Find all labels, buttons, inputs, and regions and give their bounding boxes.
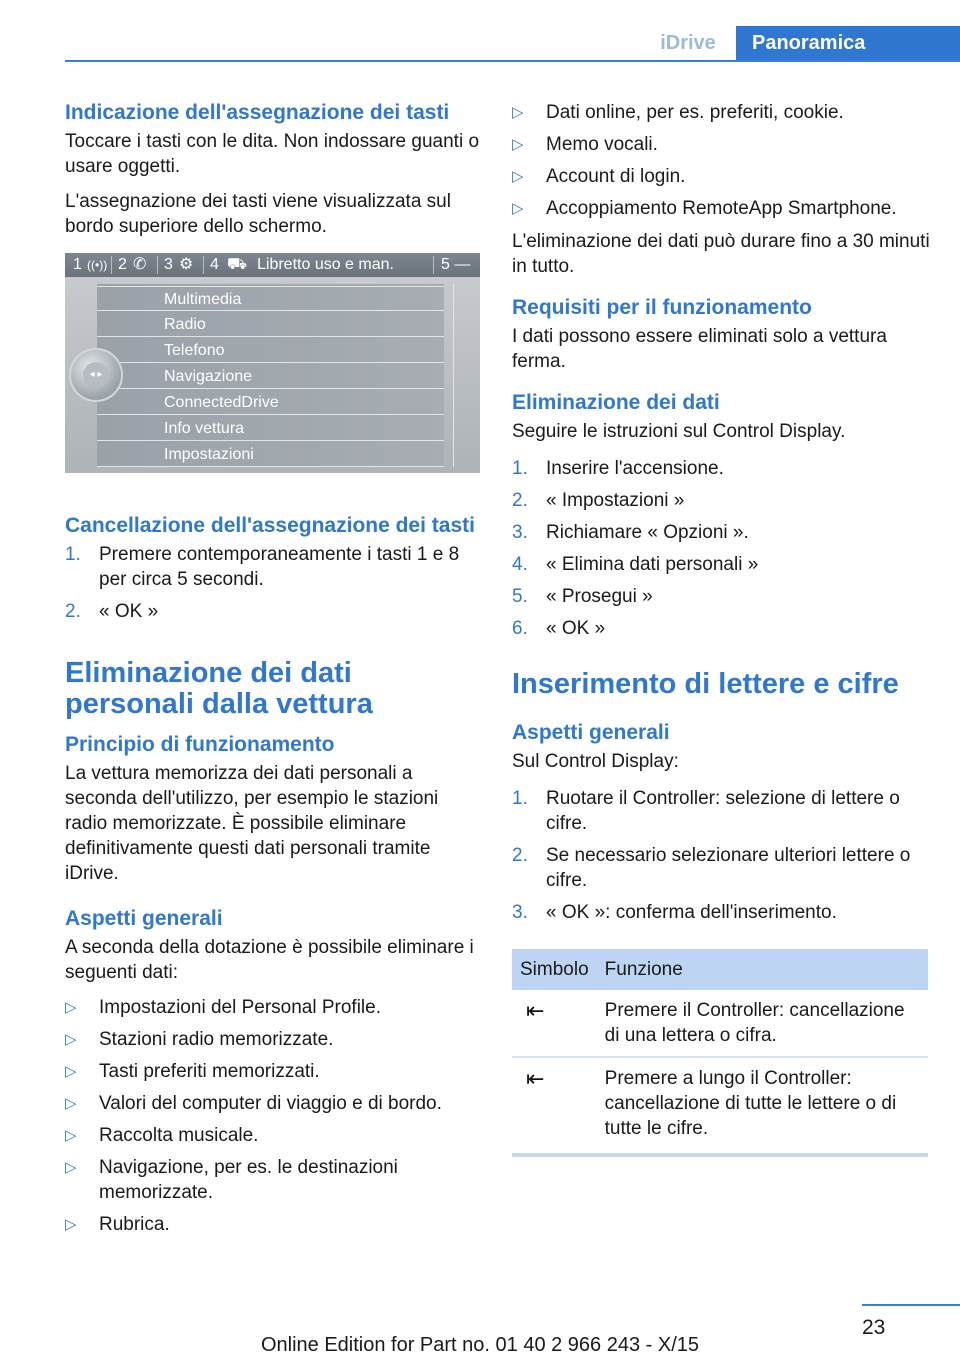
- fav-key-5: 5 —: [441, 256, 471, 273]
- header-chapter: iDrive: [660, 32, 716, 54]
- page-number: 23: [862, 1316, 886, 1339]
- section-heading: Aspetti generali: [65, 907, 223, 930]
- section-heading: Aspetti generali: [512, 721, 670, 744]
- list-item: 4. « Elimina dati personali »: [512, 554, 759, 575]
- menu-item-radio: Radio: [97, 312, 444, 337]
- menu-item-info-vettura: Info vettura: [97, 416, 444, 441]
- bullet-list: [65, 995, 480, 1237]
- list-item: 2. Se necessario selezionare ulteriori lettere o cifre.: [512, 845, 911, 891]
- paragraph: La vettura memorizza dei dati personali a seconda dell'utilizzo, per esempio le stazioni radio memorizzate. È possibile eliminare definitivamente questi dati personali tramite iDrive.: [65, 763, 439, 884]
- list-item: ▷ Impostazioni del Personal Profile.: [65, 997, 381, 1018]
- section-heading: Principio di funzionamento: [65, 733, 335, 756]
- list-item: 2. « Impostazioni »: [512, 490, 685, 511]
- triangle-bullet-icon: ▷: [65, 1031, 77, 1048]
- paragraph: L'eliminazione dei dati può durare fino a 30 minuti in tutto.: [512, 231, 930, 277]
- chapter-heading: Eliminazione dei dati personali dalla vettura: [65, 657, 373, 720]
- section-heading: Indicazione dell'assegnazione dei tasti: [65, 101, 450, 124]
- paragraph: L'assegnazione dei tasti viene visualizzata sul bordo superiore dello schermo.: [65, 191, 451, 237]
- numbered-list: [512, 786, 930, 925]
- menu-item-navigazione: Navigazione: [97, 364, 444, 389]
- list-item: 3. Richiamare « Opzioni ».: [512, 522, 749, 543]
- triangle-bullet-icon: ▷: [512, 104, 524, 121]
- list-item: ▷ Valori del computer di viaggio e di bordo.: [65, 1093, 442, 1114]
- list-item: ▷ Rubrica.: [65, 1214, 170, 1235]
- table-row: [512, 1057, 928, 1155]
- list-item: 1. Inserire l'accensione.: [512, 458, 724, 479]
- car-icon: ⛟: [227, 256, 248, 273]
- right-column: [512, 100, 930, 1157]
- list-item: ▷ Raccolta musicale.: [65, 1125, 259, 1146]
- gear-icon: ⚙: [179, 256, 194, 273]
- edition-footer: Online Edition for Part no. 01 40 2 966 243 - X/15: [260, 1334, 700, 1356]
- header-section-tab: Panoramica: [736, 26, 960, 62]
- list-item: 3. « OK »: conferma dell'inserimento.: [512, 902, 837, 923]
- triangle-bullet-icon: ▷: [512, 136, 524, 153]
- list-item: 1. Ruotare il Controller: selezione di lettere o cifre.: [512, 788, 900, 834]
- controller-arrows-icon: ◂ ▸: [83, 362, 109, 388]
- triangle-bullet-icon: ▷: [65, 1095, 77, 1112]
- triangle-bullet-icon: ▷: [512, 200, 524, 217]
- fav-key-2: 2: [118, 256, 127, 273]
- table-cell: Premere a lungo il Controller: cancellazione di tutte le lettere o di tutte le cifre.: [597, 1057, 928, 1155]
- left-column: [65, 100, 480, 1245]
- list-item: ▷ Tasti preferiti memorizzati.: [65, 1061, 320, 1082]
- list-item: 2. « OK »: [65, 601, 159, 622]
- delete-char-icon: ⇤: [526, 998, 545, 1023]
- menu-item-multimedia: Multimedia: [97, 286, 444, 311]
- triangle-bullet-icon: ▷: [65, 1063, 77, 1080]
- menu-item-impostazioni: Impostazioni: [97, 442, 444, 467]
- triangle-bullet-icon: ▷: [65, 999, 77, 1016]
- favorite-buttons-bar: [65, 253, 480, 277]
- delete-all-icon: ⇤: [526, 1066, 545, 1091]
- paragraph: I dati possono essere eliminati solo a vettura ferma.: [512, 326, 887, 372]
- menu-item-connecteddrive: ConnectedDrive: [97, 390, 444, 415]
- table-row: [512, 990, 928, 1057]
- control-display-image: [65, 253, 480, 473]
- triangle-bullet-icon: ▷: [512, 168, 524, 185]
- fav-key-4-label: Libretto uso e man.: [257, 256, 394, 273]
- fav-key-4: 4: [210, 256, 219, 273]
- header-rule: [65, 60, 960, 62]
- menu-item-telefono: Telefono: [97, 338, 444, 363]
- triangle-bullet-icon: ▷: [65, 1159, 77, 1176]
- fav-key-1: 1: [73, 256, 82, 273]
- list-item: ▷ Stazioni radio memorizzate.: [65, 1029, 334, 1050]
- paragraph: Seguire le istruzioni sul Control Display.: [512, 421, 846, 442]
- column-header-function: Funzione: [597, 949, 928, 990]
- list-item: ▷ Accoppiamento RemoteApp Smartphone.: [512, 198, 897, 219]
- symbol-table: [512, 949, 928, 1157]
- numbered-list: [65, 542, 480, 624]
- list-item: ▷ Memo vocali.: [512, 134, 658, 155]
- section-heading: Eliminazione dei dati: [512, 391, 720, 414]
- table-header-row: [512, 949, 928, 990]
- screen-right-edge: [453, 284, 472, 467]
- list-item: ▷ Dati online, per es. preferiti, cookie.: [512, 102, 844, 123]
- section-heading: Requisiti per il funzionamento: [512, 296, 812, 319]
- column-header-symbol: Simbolo: [512, 949, 597, 990]
- triangle-bullet-icon: ▷: [65, 1127, 77, 1144]
- section-heading: Cancellazione dell'assegnazione dei tasti: [65, 514, 475, 537]
- list-item: ▷ Account di login.: [512, 166, 686, 187]
- chapter-heading: Inserimento di lettere e cifre: [512, 668, 899, 700]
- phone-icon: ✆: [133, 256, 147, 273]
- list-item: 5. « Prosegui »: [512, 586, 653, 607]
- list-item: 1. Premere contemporaneamente i tasti 1 e 8 per circa 5 secondi.: [65, 544, 460, 590]
- footer-rule: [862, 1304, 960, 1306]
- numbered-list: [512, 456, 930, 641]
- paragraph: Sul Control Display:: [512, 751, 679, 772]
- table-cell: Premere il Controller: cancellazione di una lettera o cifra.: [597, 990, 928, 1057]
- list-item: ▷ Navigazione, per es. le destinazioni memorizzate.: [65, 1157, 398, 1203]
- list-item: 6. « OK »: [512, 618, 606, 639]
- paragraph: Toccare i tasti con le dita. Non indossare guanti o usare oggetti.: [65, 131, 480, 177]
- paragraph: A seconda della dotazione è possibile eliminare i seguenti dati:: [65, 937, 474, 983]
- radio-icon: ((•)): [87, 258, 108, 272]
- controller-knob-icon: [69, 348, 123, 402]
- triangle-bullet-icon: ▷: [65, 1216, 77, 1233]
- fav-key-3: 3: [164, 256, 173, 273]
- bullet-list: [512, 100, 930, 221]
